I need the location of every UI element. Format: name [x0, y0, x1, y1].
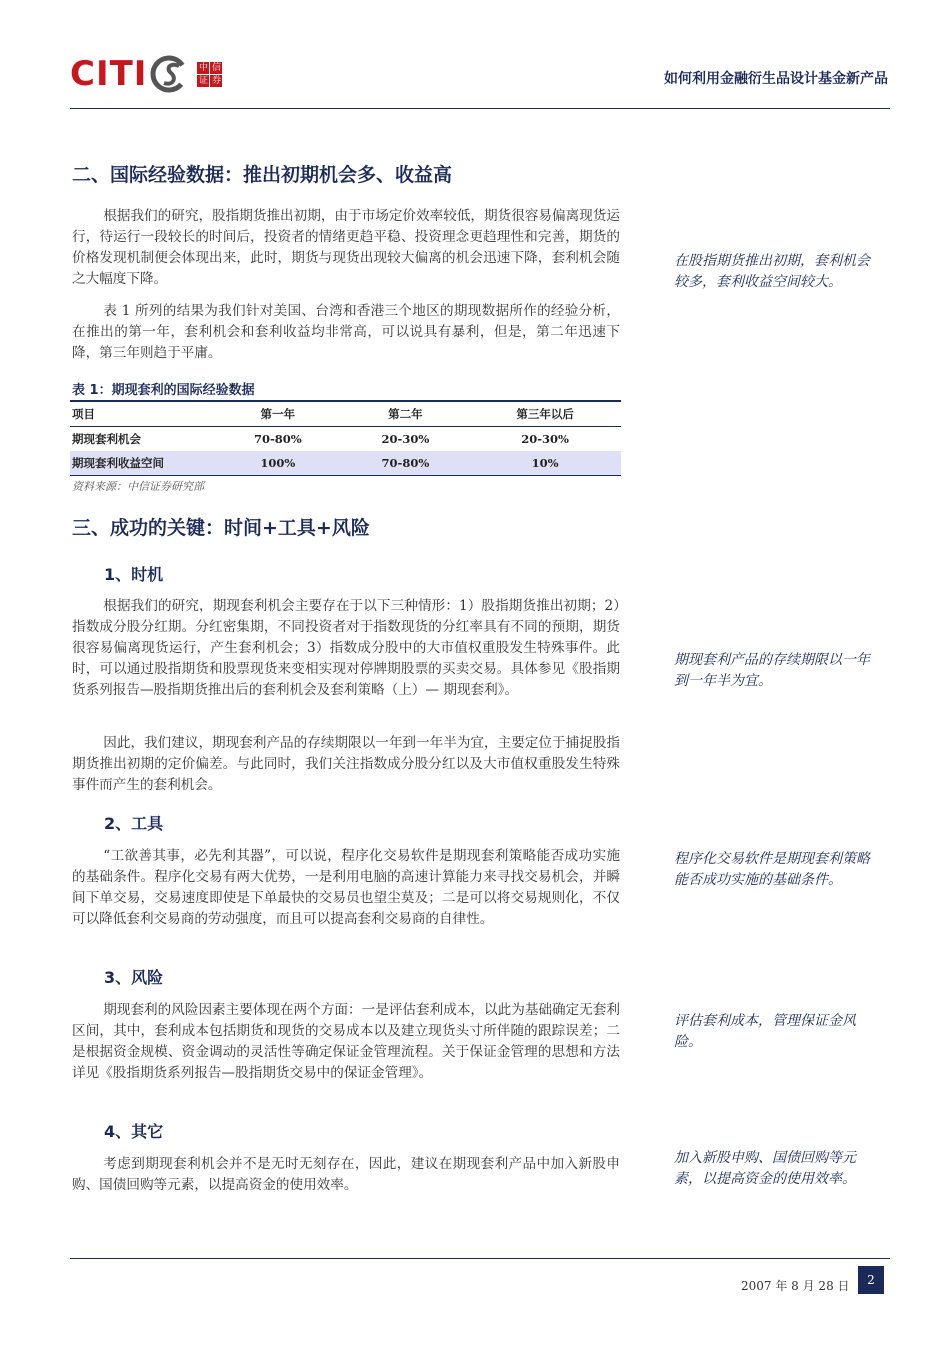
logo-cs-mark-icon — [149, 54, 193, 94]
subsection-4-heading: 4、其它 — [104, 1122, 164, 1141]
table-cell: 20-30% — [381, 432, 430, 446]
table-cell: 20-30% — [521, 432, 569, 446]
table-header-cell: 项目 — [70, 401, 214, 427]
section-2-paragraph-1: 根据我们的研究，股指期货推出初期，由于市场定价效率较低，期货很容易偏离现货运行，待运行一段较长的时间后，投资者的情绪更趋平稳、投资理念更趋理性和完善，期货的价格发现机制便会体现出来，此时，期货与现货出现较大偏离的机会迅速下降，套利机会随之大幅度下降。 — [72, 208, 620, 287]
logo-char: 券 — [211, 75, 221, 86]
table-cell: 期现套利收益空间 — [70, 451, 214, 476]
sidebar-note-5: 加入新股申购、国债回购等元素，以提高资金的使用效率。 — [674, 1150, 856, 1187]
sidebar-note-3: 程序化交易软件是期现套利策略能否成功实施的基础条件。 — [674, 851, 870, 888]
table-title: 表 1：期现套利的国际经验数据 — [72, 383, 255, 398]
sidebar-note-1: 在股指期货推出初期，套利机会较多，套利收益空间较大。 — [674, 253, 870, 290]
subsection-3-paragraph-1: 期现套利的风险因素主要体现在两个方面：一是评估套利成本，以此为基础确定无套利区间，其中，套利成本包括期货和现货的交易成本以及建立现货头寸所伴随的跟踪误差；二是根据资金规模、资金调动的灵活性等确定保证金管理流程。关于保证金管理的思想和方法详见《股指期货系列报告—股指期货交易中的保证金管理》。 — [72, 1002, 620, 1081]
table-header-cell: 第三年以后 — [469, 401, 621, 427]
logo-char: 证 — [198, 75, 208, 86]
subsection-1-paragraph-2: 因此，我们建议，期现套利产品的存续期限以一年到一年半为宜，主要定位于捕捉股指期货推出初期的定价偏差。与此同时，我们关注指数成分股分红以及大市值权重股发生特殊事件而产生的套利机会。 — [72, 735, 620, 793]
table-cell: 期现套利机会 — [72, 432, 141, 446]
footer-divider — [70, 1258, 890, 1259]
section-2-paragraph-2: 表 1 所列的结果为我们针对美国、台湾和香港三个地区的期现数据所作的经验分析，在推出的第一年，套利机会和套利收益均非常高，可以说具有暴利，但是，第二年迅速下降，第三年则趋于平庸。 — [72, 303, 620, 361]
table-cell: 100% — [214, 451, 342, 476]
table-row-highlighted — [70, 451, 621, 476]
table-cell: 70-80% — [342, 451, 470, 476]
table-cell: 70-80% — [253, 432, 302, 446]
table-row — [70, 427, 621, 452]
table-source-note: 资料来源：中信证券研究部 — [72, 480, 204, 493]
table-header-cell: 第一年 — [214, 401, 342, 427]
subsection-4-paragraph-1: 考虑到期现套利机会并不是无时无刻存在，因此，建议在期现套利产品中加入新股申购、国债回购等元素，以提高资金的使用效率。 — [72, 1156, 620, 1193]
arbitrage-data-table — [70, 400, 621, 476]
section-2-heading: 二、国际经验数据：推出初期机会多、收益高 — [72, 164, 453, 186]
subsection-2-heading: 2、工具 — [104, 814, 164, 833]
table-cell: 10% — [469, 451, 621, 476]
page-header — [70, 50, 890, 109]
sidebar-note-2: 期现套利产品的存续期限以一年到一年半为宜。 — [674, 652, 870, 689]
citics-logo — [70, 54, 222, 94]
footer-date: 2007 年 8 月 28 日 — [741, 1279, 850, 1293]
document-title: 如何利用金融衍生品设计基金新产品 — [664, 71, 888, 87]
page-number: 2 — [858, 1266, 884, 1294]
subsection-1-heading: 1、时机 — [104, 565, 164, 584]
logo-char: 信 — [211, 62, 221, 73]
logo-wordmark: CITI — [70, 54, 148, 94]
subsection-3-heading: 3、风险 — [104, 968, 164, 987]
subsection-1-paragraph-1: 根据我们的研究，期现套利机会主要存在于以下三种情形：1）股指期货推出初期；2）指数成分股分红期。分红密集期，不同投资者对于指数现货的分红率具有不同的预期，期货很容易偏离现货运行，产生套利机会；3）指数成分股中的大市值权重股发生特殊事件。此时，可以通过股指期货和股票现货来变相实现对停牌期股票的买卖交易。具体参见《股指期货系列报告—股指期货推出后的套利机会及套利策略（上）— 期现套利》。 — [72, 598, 620, 698]
sidebar-note-4: 评估套利成本，管理保证金风险。 — [674, 1013, 856, 1050]
table-header-cell: 第二年 — [342, 401, 470, 427]
section-3-heading: 三、成功的关键：时间+工具+风险 — [72, 517, 370, 539]
logo-char: 中 — [198, 62, 208, 73]
table-header-row — [70, 401, 621, 427]
logo-chinese-box — [197, 62, 222, 87]
subsection-2-paragraph-1: “工欲善其事，必先利其器”，可以说，程序化交易软件是期现套利策略能否成功实施的基础条件。程序化交易有两大优势，一是利用电脑的高速计算能力来寻找交易机会，并瞬间下单交易，交易速度即使是下单最快的交易员也望尘莫及；二是可以将交易规则化，不仅可以降低套利交易商的劳动强度，而且可以提高套利交易商的自律性。 — [72, 848, 620, 927]
